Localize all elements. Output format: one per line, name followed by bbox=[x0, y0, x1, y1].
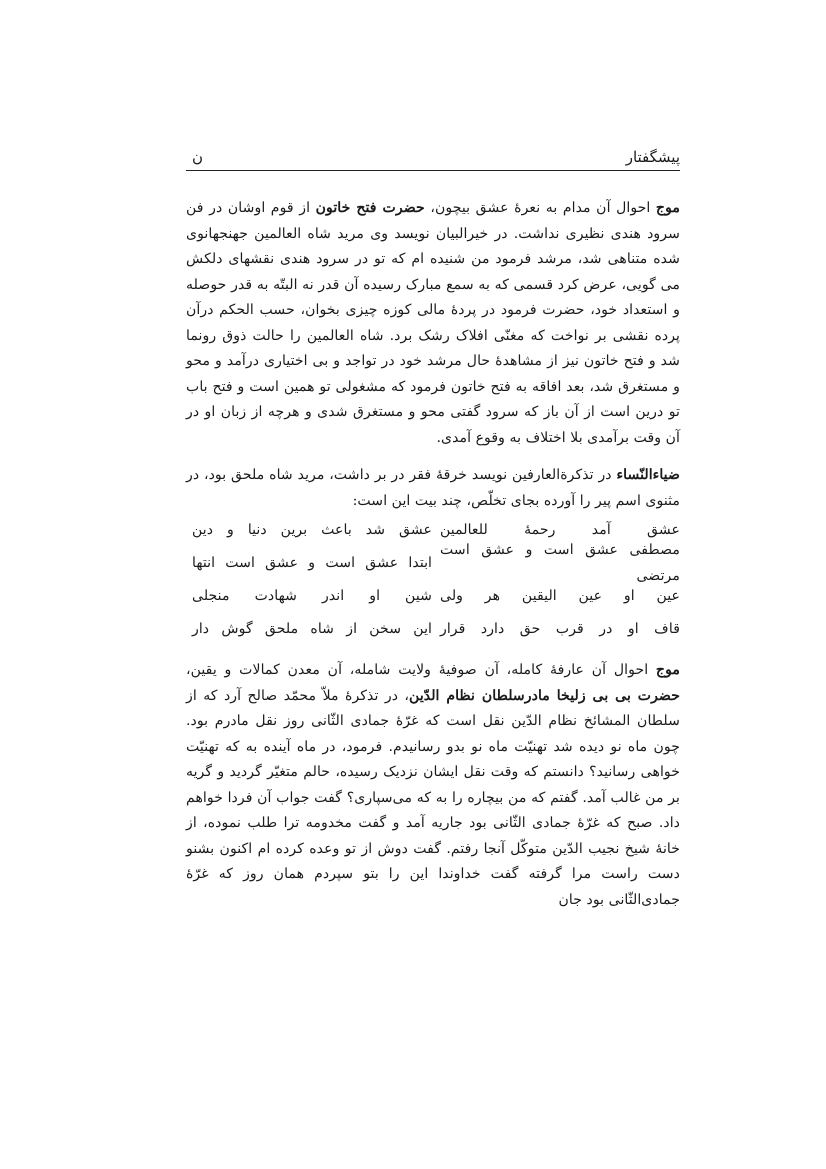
body-text bbox=[186, 196, 680, 913]
para-text: احوال آن عارفهٔ کامله، آن صوفیهٔ ولایت شامله، آن معدن کمالات و یقین، bbox=[186, 662, 656, 678]
person-name: ضیاءالنّساء bbox=[616, 467, 680, 483]
running-title: پیشگفتار bbox=[625, 148, 680, 166]
page-header bbox=[186, 146, 680, 171]
person-name: حضرت فتح خاتون bbox=[315, 200, 425, 216]
hemistich-right: قاف او در قرب حق دارد قرار bbox=[440, 620, 680, 637]
keyword-mawj: موج bbox=[655, 200, 680, 216]
para-text: احوال آن مدام به نعرهٔ عشق بیچون، bbox=[424, 200, 656, 216]
verse-row bbox=[186, 613, 680, 646]
hemistich-left: ابتدا عشق است و عشق است انتها bbox=[192, 554, 432, 571]
hemistich-left: این سخن از شاه ملحق گوش دار bbox=[192, 620, 432, 637]
page-number: ن bbox=[192, 148, 204, 166]
hemistich-right: عشق آمد رحمهٔ للعالمین bbox=[440, 521, 680, 538]
hemistich-right: مصطفی عشق است و عشق است مرتضی bbox=[440, 542, 680, 584]
paragraph-ziya-un-nisa bbox=[186, 463, 680, 514]
paragraph-bibi-zulaikha bbox=[186, 658, 680, 913]
verse-row bbox=[186, 580, 680, 613]
verse-row bbox=[186, 542, 680, 584]
keyword-mawj: موج bbox=[655, 662, 680, 678]
hemistich-left: عشق شد باعث برین دنیا و دین bbox=[192, 521, 432, 538]
para-text: از قوم اوشان در فن سرود هندی نظیری نداشت. در خیرالبیان نویسد وی مرید شاه العالمین جهنجهانوی شده متناهی شد، مرشد فرمود من شنیده ام که تو در سرود هندی نقشهای دلکش می گویی، عرض کرد قسمی که به سمع مبارک رسیده آن قدر نه البتّه به قدر حوصله و استعداد خود، حضرت فرمود در پردهٔ مالی کوزه چیزی بخوان، حسب الحکم درآن پرده نقشی بر نواخت که مغنّی افلاک رشک برد. شاه العالمین را حالت ذوق رونما شد و فتح خاتون نیز از مشاهدهٔ حال مرشد خود در تواجد و بی اختیاری درآمد و محو و مستغرق شد، بعد افاقه به فتح خاتون فرمود که مشغولی تو همین است و فتح باب تو درین است از آن باز که سرود گفتی محو و مستغرق شدی و هرچه از زبان او در آن وقت برآمدی بلا اختلاف به وقوع آمدی. bbox=[186, 200, 680, 446]
hemistich-right: عین او عین الیقین هر ولی bbox=[440, 587, 680, 604]
para-text: ، در تذکرهٔ ملاّ محمّد صالح آرد که از سلطان المشائخ نظام الدّین نقل است که غرّهٔ جمادی الثّانی روز نقل مادرم بود. چون ماه نو دیده شد تهنیّت ماه نو بدو رسانیدم. فرمود، در ماه آینده به که تهنیّت خواهی رسانید؟ دانستم که وقت نقل ایشان نزدیک رسیده، حالم متغیّر گردید و گریه بر من غالب آمد. گفتم که من بیچاره را به که می‌سپاری؟ گفت جواب آن فردا خواهم داد. صبح که غرّهٔ جمادی الثّانی بود جاریه آمد و گفت مخدومه ترا طلب نموده، از خانهٔ شیخ نجیب الدّین متوکّل آنجا رفتم. گفت دوش از تو وعده کرده ام اکنون بشنو دست راست مرا گرفته گفت خداوندا این را بتو سپردم همان روز که غرّهٔ جمادی‌الثّانی بود جان bbox=[186, 687, 680, 908]
person-name: حضرت بی بی زلیخا مادرسلطان نظام الدّین bbox=[409, 687, 680, 704]
hemistich-left: شین او اندر شهادت منجلی bbox=[192, 587, 432, 604]
para-text: در تذکرةالعارفین نویسد خرقهٔ فقر در بر داشت، مرید شاه ملحق بود، در مثنوی اسم پیر را آورده بجای تخلّص، چند بیت این است: bbox=[186, 467, 680, 509]
verse-block bbox=[186, 514, 680, 646]
paragraph-fath-khatun bbox=[186, 196, 680, 451]
